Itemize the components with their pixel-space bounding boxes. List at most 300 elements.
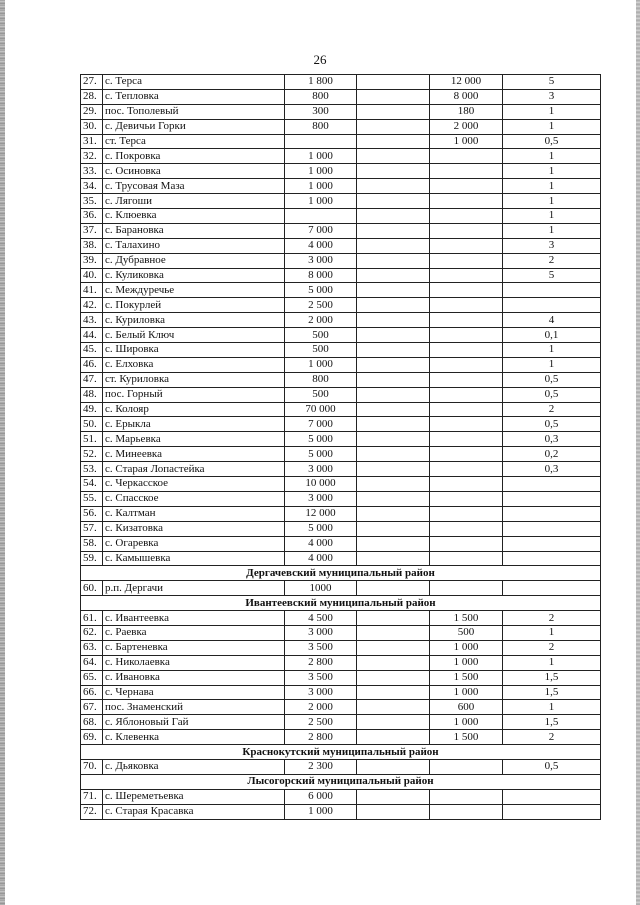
- table-row: [81, 134, 601, 149]
- value-cell-3: 1 000: [430, 640, 503, 655]
- value-cell-4: [503, 789, 601, 804]
- value-cell-2: [357, 238, 430, 253]
- table-row: [81, 372, 601, 387]
- row-number-cell: 43.: [81, 313, 103, 328]
- value-cell-1: 3 500: [285, 640, 357, 655]
- value-cell-3: 180: [430, 104, 503, 119]
- settlement-name-cell: с. Лягоши: [103, 194, 285, 209]
- value-cell-4: [503, 491, 601, 506]
- value-cell-1: 4 000: [285, 551, 357, 566]
- value-cell-1: 500: [285, 343, 357, 358]
- value-cell-1: [285, 209, 357, 224]
- row-number-cell: 72.: [81, 804, 103, 819]
- value-cell-1: 3 000: [285, 253, 357, 268]
- row-number-cell: 65.: [81, 670, 103, 685]
- value-cell-1: 10 000: [285, 477, 357, 492]
- value-cell-2: [357, 209, 430, 224]
- value-cell-3: [430, 491, 503, 506]
- value-cell-1: 3 000: [285, 462, 357, 477]
- value-cell-2: [357, 104, 430, 119]
- value-cell-3: [430, 804, 503, 819]
- settlement-name-cell: с. Осиновка: [103, 164, 285, 179]
- settlement-name-cell: с. Старая Лопастейка: [103, 462, 285, 477]
- value-cell-3: [430, 328, 503, 343]
- row-number-cell: 55.: [81, 491, 103, 506]
- settlement-name-cell: р.п. Дергачи: [103, 581, 285, 596]
- table-row: [81, 581, 601, 596]
- row-number-cell: 62.: [81, 625, 103, 640]
- settlement-name-cell: с. Минеевка: [103, 447, 285, 462]
- settlement-name-cell: с. Трусовая Маза: [103, 179, 285, 194]
- table-row: [81, 253, 601, 268]
- row-number-cell: 36.: [81, 209, 103, 224]
- value-cell-2: [357, 119, 430, 134]
- value-cell-2: [357, 432, 430, 447]
- value-cell-1: 5 000: [285, 432, 357, 447]
- value-cell-4: 4: [503, 313, 601, 328]
- row-number-cell: 61.: [81, 611, 103, 626]
- table-row: [81, 417, 601, 432]
- value-cell-3: 1 500: [430, 611, 503, 626]
- table-row: [81, 491, 601, 506]
- value-cell-4: 3: [503, 238, 601, 253]
- settlement-name-cell: пос. Горный: [103, 387, 285, 402]
- value-cell-1: [285, 134, 357, 149]
- value-cell-1: 2 500: [285, 715, 357, 730]
- table-row: [81, 432, 601, 447]
- value-cell-4: 1,5: [503, 715, 601, 730]
- settlement-name-cell: с. Шировка: [103, 343, 285, 358]
- settlement-name-cell: с. Клевенка: [103, 730, 285, 745]
- value-cell-3: 1 000: [430, 685, 503, 700]
- table-row: [81, 194, 601, 209]
- value-cell-3: [430, 477, 503, 492]
- value-cell-1: 1 000: [285, 164, 357, 179]
- value-cell-1: 3 000: [285, 491, 357, 506]
- table-row: [81, 685, 601, 700]
- value-cell-4: 2: [503, 611, 601, 626]
- table-row: [81, 209, 601, 224]
- table-row: [81, 89, 601, 104]
- value-cell-1: 1 000: [285, 179, 357, 194]
- value-cell-2: [357, 521, 430, 536]
- settlement-name-cell: ст. Куриловка: [103, 372, 285, 387]
- value-cell-4: 1: [503, 343, 601, 358]
- value-cell-2: [357, 283, 430, 298]
- table-row: [81, 328, 601, 343]
- table-row: [81, 759, 601, 774]
- value-cell-4: 1: [503, 223, 601, 238]
- value-cell-1: 800: [285, 89, 357, 104]
- row-number-cell: 27.: [81, 75, 103, 90]
- settlement-name-cell: с. Покурлей: [103, 298, 285, 313]
- value-cell-2: [357, 640, 430, 655]
- table-row: [81, 789, 601, 804]
- value-cell-3: [430, 194, 503, 209]
- value-cell-3: [430, 313, 503, 328]
- value-cell-2: [357, 372, 430, 387]
- table-row: [81, 551, 601, 566]
- value-cell-2: [357, 730, 430, 745]
- value-cell-3: [430, 164, 503, 179]
- table-row: [81, 75, 601, 90]
- table-row: [81, 268, 601, 283]
- value-cell-2: [357, 387, 430, 402]
- row-number-cell: 38.: [81, 238, 103, 253]
- value-cell-4: 0,5: [503, 417, 601, 432]
- value-cell-2: [357, 149, 430, 164]
- table-row: [81, 164, 601, 179]
- row-number-cell: 53.: [81, 462, 103, 477]
- value-cell-1: 800: [285, 372, 357, 387]
- value-cell-1: 5 000: [285, 283, 357, 298]
- settlement-name-cell: с. Яблоновый Гай: [103, 715, 285, 730]
- row-number-cell: 52.: [81, 447, 103, 462]
- table-row: [81, 447, 601, 462]
- row-number-cell: 66.: [81, 685, 103, 700]
- settlement-name-cell: пос. Знаменский: [103, 700, 285, 715]
- table-row: [81, 521, 601, 536]
- settlement-name-cell: ст. Терса: [103, 134, 285, 149]
- table-row: [81, 640, 601, 655]
- section-header-row: [81, 566, 601, 581]
- value-cell-1: 2 300: [285, 759, 357, 774]
- value-cell-3: [430, 298, 503, 313]
- table-row: [81, 715, 601, 730]
- row-number-cell: 64.: [81, 655, 103, 670]
- value-cell-3: [430, 417, 503, 432]
- value-cell-2: [357, 715, 430, 730]
- table-row: [81, 536, 601, 551]
- value-cell-1: 500: [285, 387, 357, 402]
- table-row: [81, 179, 601, 194]
- row-number-cell: 31.: [81, 134, 103, 149]
- value-cell-4: 1: [503, 625, 601, 640]
- row-number-cell: 34.: [81, 179, 103, 194]
- value-cell-1: 4 000: [285, 238, 357, 253]
- value-cell-2: [357, 417, 430, 432]
- settlement-name-cell: с. Огаревка: [103, 536, 285, 551]
- section-header-row: [81, 745, 601, 760]
- value-cell-4: 2: [503, 253, 601, 268]
- value-cell-4: [503, 506, 601, 521]
- row-number-cell: 48.: [81, 387, 103, 402]
- value-cell-2: [357, 223, 430, 238]
- table-row: [81, 655, 601, 670]
- value-cell-1: 4 000: [285, 536, 357, 551]
- settlement-name-cell: с. Бартеневка: [103, 640, 285, 655]
- row-number-cell: 40.: [81, 268, 103, 283]
- table-row: [81, 462, 601, 477]
- value-cell-1: 1 000: [285, 804, 357, 819]
- value-cell-3: 8 000: [430, 89, 503, 104]
- value-cell-2: [357, 625, 430, 640]
- value-cell-2: [357, 804, 430, 819]
- value-cell-3: [430, 223, 503, 238]
- value-cell-3: 12 000: [430, 75, 503, 90]
- value-cell-4: 1: [503, 179, 601, 194]
- value-cell-2: [357, 581, 430, 596]
- value-cell-1: 5 000: [285, 521, 357, 536]
- table-row: [81, 625, 601, 640]
- value-cell-1: 500: [285, 328, 357, 343]
- row-number-cell: 51.: [81, 432, 103, 447]
- row-number-cell: 67.: [81, 700, 103, 715]
- value-cell-1: 2 000: [285, 700, 357, 715]
- value-cell-4: 1: [503, 164, 601, 179]
- row-number-cell: 28.: [81, 89, 103, 104]
- value-cell-3: [430, 372, 503, 387]
- section-title: Лысогорский муниципальный район: [81, 774, 601, 789]
- settlement-name-cell: с. Марьевка: [103, 432, 285, 447]
- value-cell-3: [430, 343, 503, 358]
- value-cell-4: [503, 477, 601, 492]
- row-number-cell: 57.: [81, 521, 103, 536]
- row-number-cell: 54.: [81, 477, 103, 492]
- value-cell-4: 1,5: [503, 670, 601, 685]
- row-number-cell: 33.: [81, 164, 103, 179]
- value-cell-3: 1 500: [430, 670, 503, 685]
- value-cell-3: 1 000: [430, 655, 503, 670]
- row-number-cell: 69.: [81, 730, 103, 745]
- value-cell-3: 2 000: [430, 119, 503, 134]
- value-cell-4: 0,2: [503, 447, 601, 462]
- row-number-cell: 71.: [81, 789, 103, 804]
- row-number-cell: 30.: [81, 119, 103, 134]
- value-cell-4: 1: [503, 119, 601, 134]
- settlement-name-cell: с. Черкасское: [103, 477, 285, 492]
- settlement-name-cell: с. Ивантеевка: [103, 611, 285, 626]
- value-cell-2: [357, 313, 430, 328]
- value-cell-4: 5: [503, 268, 601, 283]
- table-row: [81, 238, 601, 253]
- table-row: [81, 506, 601, 521]
- value-cell-4: 1: [503, 149, 601, 164]
- value-cell-1: 1 000: [285, 357, 357, 372]
- value-cell-2: [357, 536, 430, 551]
- value-cell-2: [357, 700, 430, 715]
- value-cell-3: 500: [430, 625, 503, 640]
- row-number-cell: 70.: [81, 759, 103, 774]
- value-cell-2: [357, 134, 430, 149]
- value-cell-4: 0,3: [503, 462, 601, 477]
- value-cell-2: [357, 551, 430, 566]
- value-cell-3: [430, 268, 503, 283]
- settlements-table: [80, 74, 601, 820]
- settlement-name-cell: с. Междуречье: [103, 283, 285, 298]
- row-number-cell: 37.: [81, 223, 103, 238]
- value-cell-4: 1,5: [503, 685, 601, 700]
- value-cell-4: [503, 581, 601, 596]
- value-cell-3: [430, 238, 503, 253]
- value-cell-2: [357, 491, 430, 506]
- row-number-cell: 63.: [81, 640, 103, 655]
- settlement-name-cell: с. Клюевка: [103, 209, 285, 224]
- value-cell-1: 3 000: [285, 685, 357, 700]
- value-cell-2: [357, 253, 430, 268]
- value-cell-4: [503, 283, 601, 298]
- section-title: Краснокутский муниципальный район: [81, 745, 601, 760]
- settlement-name-cell: с. Девичьи Горки: [103, 119, 285, 134]
- value-cell-1: 3 500: [285, 670, 357, 685]
- table-row: [81, 298, 601, 313]
- value-cell-2: [357, 670, 430, 685]
- settlement-name-cell: с. Старая Красавка: [103, 804, 285, 819]
- value-cell-2: [357, 402, 430, 417]
- value-cell-3: 600: [430, 700, 503, 715]
- value-cell-1: 1000: [285, 581, 357, 596]
- value-cell-1: 5 000: [285, 447, 357, 462]
- value-cell-3: [430, 521, 503, 536]
- settlement-name-cell: с. Шереметьевка: [103, 789, 285, 804]
- row-number-cell: 45.: [81, 343, 103, 358]
- value-cell-2: [357, 357, 430, 372]
- value-cell-4: 0,5: [503, 759, 601, 774]
- row-number-cell: 44.: [81, 328, 103, 343]
- table-row: [81, 700, 601, 715]
- value-cell-2: [357, 164, 430, 179]
- value-cell-3: [430, 447, 503, 462]
- value-cell-3: [430, 551, 503, 566]
- value-cell-4: 1: [503, 104, 601, 119]
- value-cell-2: [357, 506, 430, 521]
- value-cell-1: 2 000: [285, 313, 357, 328]
- settlement-name-cell: с. Тепловка: [103, 89, 285, 104]
- row-number-cell: 58.: [81, 536, 103, 551]
- value-cell-4: 0,3: [503, 432, 601, 447]
- value-cell-4: [503, 298, 601, 313]
- table-row: [81, 313, 601, 328]
- row-number-cell: 60.: [81, 581, 103, 596]
- table-row: [81, 343, 601, 358]
- settlement-name-cell: с. Елховка: [103, 357, 285, 372]
- settlement-name-cell: с. Спасское: [103, 491, 285, 506]
- value-cell-3: [430, 789, 503, 804]
- value-cell-3: 1 000: [430, 134, 503, 149]
- value-cell-2: [357, 477, 430, 492]
- value-cell-1: 300: [285, 104, 357, 119]
- value-cell-4: 3: [503, 89, 601, 104]
- value-cell-4: 2: [503, 640, 601, 655]
- section-header-row: [81, 774, 601, 789]
- value-cell-1: 7 000: [285, 417, 357, 432]
- value-cell-4: 1: [503, 209, 601, 224]
- settlement-name-cell: с. Талахино: [103, 238, 285, 253]
- value-cell-3: [430, 387, 503, 402]
- section-title: Ивантеевский муниципальный район: [81, 596, 601, 611]
- row-number-cell: 42.: [81, 298, 103, 313]
- table-row: [81, 119, 601, 134]
- value-cell-1: 7 000: [285, 223, 357, 238]
- settlement-name-cell: с. Кизатовка: [103, 521, 285, 536]
- value-cell-4: 0,1: [503, 328, 601, 343]
- table-row: [81, 402, 601, 417]
- value-cell-1: 8 000: [285, 268, 357, 283]
- value-cell-1: 12 000: [285, 506, 357, 521]
- settlement-name-cell: с. Николаевка: [103, 655, 285, 670]
- value-cell-4: 2: [503, 402, 601, 417]
- value-cell-2: [357, 179, 430, 194]
- value-cell-3: [430, 536, 503, 551]
- value-cell-1: 800: [285, 119, 357, 134]
- value-cell-4: 0,5: [503, 134, 601, 149]
- value-cell-4: 0,5: [503, 387, 601, 402]
- settlement-name-cell: с. Колояр: [103, 402, 285, 417]
- table-row: [81, 283, 601, 298]
- value-cell-3: [430, 581, 503, 596]
- settlement-name-cell: с. Терса: [103, 75, 285, 90]
- table-row: [81, 387, 601, 402]
- value-cell-3: [430, 209, 503, 224]
- value-cell-3: [430, 283, 503, 298]
- value-cell-2: [357, 75, 430, 90]
- value-cell-1: 1 000: [285, 194, 357, 209]
- table-row: [81, 149, 601, 164]
- table-row: [81, 104, 601, 119]
- settlement-name-cell: с. Барановка: [103, 223, 285, 238]
- row-number-cell: 59.: [81, 551, 103, 566]
- row-number-cell: 68.: [81, 715, 103, 730]
- value-cell-3: 1 000: [430, 715, 503, 730]
- settlement-name-cell: пос. Тополевый: [103, 104, 285, 119]
- value-cell-1: 2 500: [285, 298, 357, 313]
- value-cell-1: 4 500: [285, 611, 357, 626]
- row-number-cell: 35.: [81, 194, 103, 209]
- value-cell-4: 1: [503, 655, 601, 670]
- row-number-cell: 47.: [81, 372, 103, 387]
- row-number-cell: 41.: [81, 283, 103, 298]
- table-row: [81, 223, 601, 238]
- value-cell-1: 1 800: [285, 75, 357, 90]
- row-number-cell: 46.: [81, 357, 103, 372]
- value-cell-3: [430, 149, 503, 164]
- value-cell-1: 2 800: [285, 655, 357, 670]
- value-cell-1: 6 000: [285, 789, 357, 804]
- value-cell-2: [357, 328, 430, 343]
- value-cell-3: [430, 506, 503, 521]
- value-cell-1: 70 000: [285, 402, 357, 417]
- value-cell-2: [357, 343, 430, 358]
- value-cell-3: [430, 402, 503, 417]
- settlement-name-cell: с. Дьяковка: [103, 759, 285, 774]
- settlement-name-cell: с. Калтман: [103, 506, 285, 521]
- table-row: [81, 611, 601, 626]
- settlement-name-cell: с. Камышевка: [103, 551, 285, 566]
- settlement-name-cell: с. Покровка: [103, 149, 285, 164]
- scan-edge-left: [0, 0, 5, 905]
- value-cell-4: [503, 551, 601, 566]
- value-cell-3: [430, 462, 503, 477]
- value-cell-2: [357, 759, 430, 774]
- value-cell-2: [357, 611, 430, 626]
- section-header-row: [81, 596, 601, 611]
- value-cell-4: 2: [503, 730, 601, 745]
- table-row: [81, 804, 601, 819]
- scan-edge-right: [636, 0, 640, 905]
- value-cell-4: 5: [503, 75, 601, 90]
- value-cell-4: 1: [503, 700, 601, 715]
- value-cell-3: [430, 179, 503, 194]
- row-number-cell: 39.: [81, 253, 103, 268]
- value-cell-4: [503, 521, 601, 536]
- settlement-name-cell: с. Ивановка: [103, 670, 285, 685]
- table-row: [81, 477, 601, 492]
- value-cell-3: [430, 759, 503, 774]
- value-cell-1: 3 000: [285, 625, 357, 640]
- row-number-cell: 29.: [81, 104, 103, 119]
- value-cell-4: [503, 536, 601, 551]
- value-cell-3: [430, 253, 503, 268]
